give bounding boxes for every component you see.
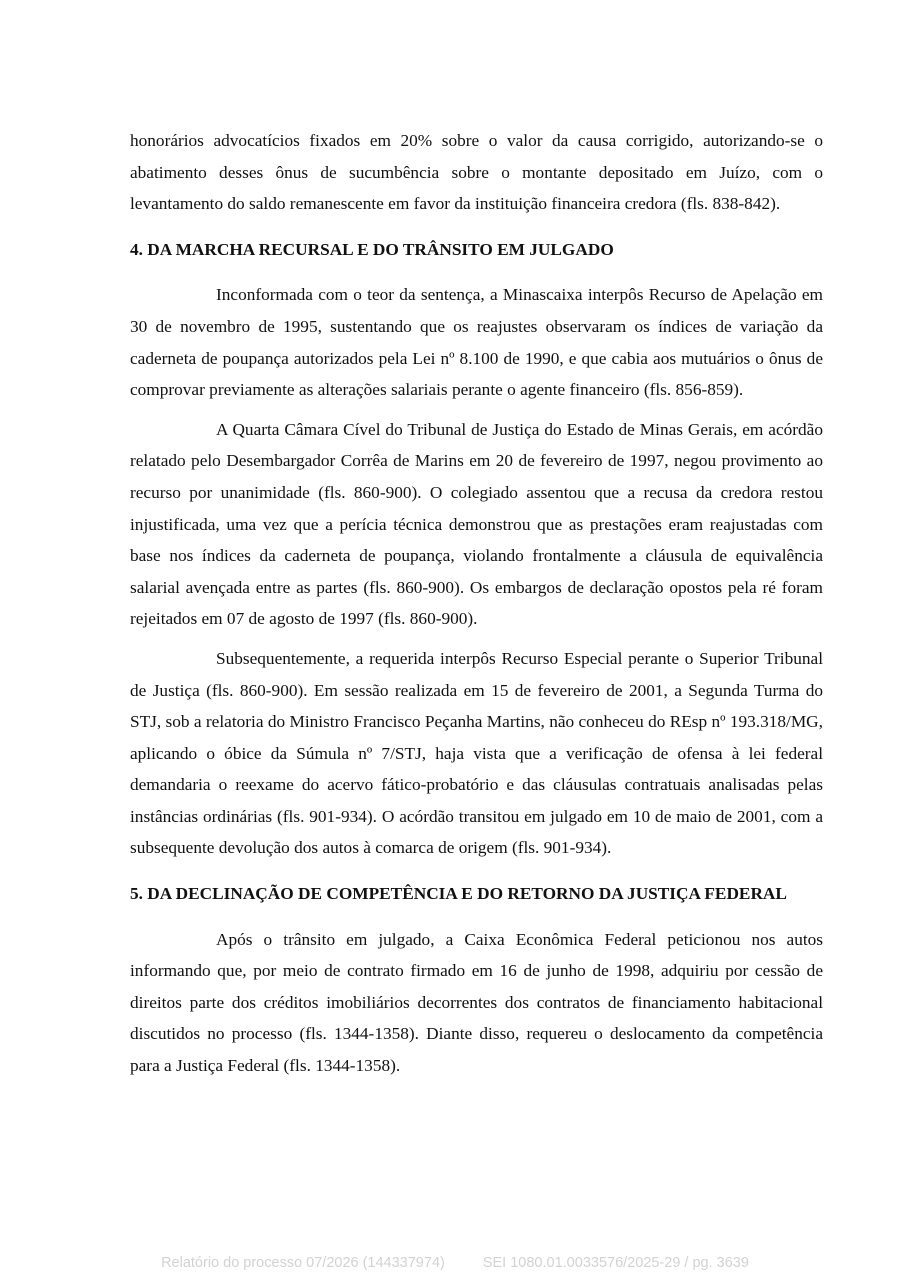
document-page	[130, 125, 823, 1090]
paragraph-court-decision: A Quarta Câmara Cível do Tribunal de Justiça do Estado de Minas Gerais, em acórdão relatado pelo Desembargador Corrêa de Marins em 20 de fevereiro de 1997, negou provimento ao recurso por unanimidade (fls. 860-900). O colegiado assentou que a recusa da credora restou injustificada, uma vez que a perícia técnica demonstrou que as prestações eram reajustadas com base nos índices da caderneta de poupança, violando frontalmente a cláusula de equivalência salarial avençada entre as partes (fls. 860-900). Os embargos de declaração opostos pela ré foram rejeitados em 07 de agosto de 1997 (fls. 860-900).	[130, 419, 823, 629]
section-heading-4: 4. DA MARCHA RECURSAL E DO TRÂNSITO EM JULGADO	[130, 239, 614, 259]
page-footer	[0, 1255, 910, 1271]
footer-process-report: Relatório do processo 07/2026 (144337974)	[161, 1255, 445, 1271]
paragraph-special-appeal: Subsequentemente, a requerida interpôs Recurso Especial perante o Superior Tribunal de Justiça (fls. 860-900). Em sessão realizada em 15 de fevereiro de 2001, a Segunda Turma do STJ, sob a relatoria do Ministro Francisco Peçanha Martins, não conheceu do REsp nº 193.318/MG, aplicando o óbice da Súmula nº 7/STJ, haja vista que a verificação de ofensa à lei federal demandaria o reexame do acervo fático-probatório e das cláusulas contratuais analisadas pelas instâncias ordinárias (fls. 901-934). O acórdão transitou em julgado em 10 de maio de 2001, com a subsequente devolução dos autos à comarca de origem (fls. 901-934).	[130, 648, 823, 858]
paragraph-competence: Após o trânsito em julgado, a Caixa Econômica Federal peticionou nos autos informando que, por meio de contrato firmado em 16 de junho de 1998, adquiriu por cessão de direitos parte dos créditos imobiliários decorrentes dos contratos de financiamento habitacional discutidos no processo (fls. 1344-1358). Diante disso, requereu o deslocamento da competência para a Justiça Federal (fls. 1344-1358).	[130, 929, 823, 1076]
paragraph-fees: honorários advocatícios fixados em 20% sobre o valor da causa corrigido, autorizando-se o abatimento desses ônus de sucumbência sobre o montante depositado em Juízo, com o levantamento do saldo remanescente em favor da instituição financeira credora (fls. 838-842).	[130, 131, 823, 214]
paragraph-appeal: Inconformada com o teor da sentença, a Minascaixa interpôs Recurso de Apelação em 30 de novembro de 1995, sustentando que os reajustes observaram os índices de variação da caderneta de poupança autorizados pela Lei nº 8.100 de 1990, e que cabia aos mutuários o ônus de comprovar previamente as alterações salariais perante o agente financeiro (fls. 856-859).	[130, 285, 823, 400]
footer-sei-reference: SEI 1080.01.0033576/2025-29 / pg. 3639	[482, 1255, 749, 1271]
section-heading-5: 5. DA DECLINAÇÃO DE COMPETÊNCIA E DO RETORNO DA JUSTIÇA FEDERAL	[130, 884, 787, 904]
